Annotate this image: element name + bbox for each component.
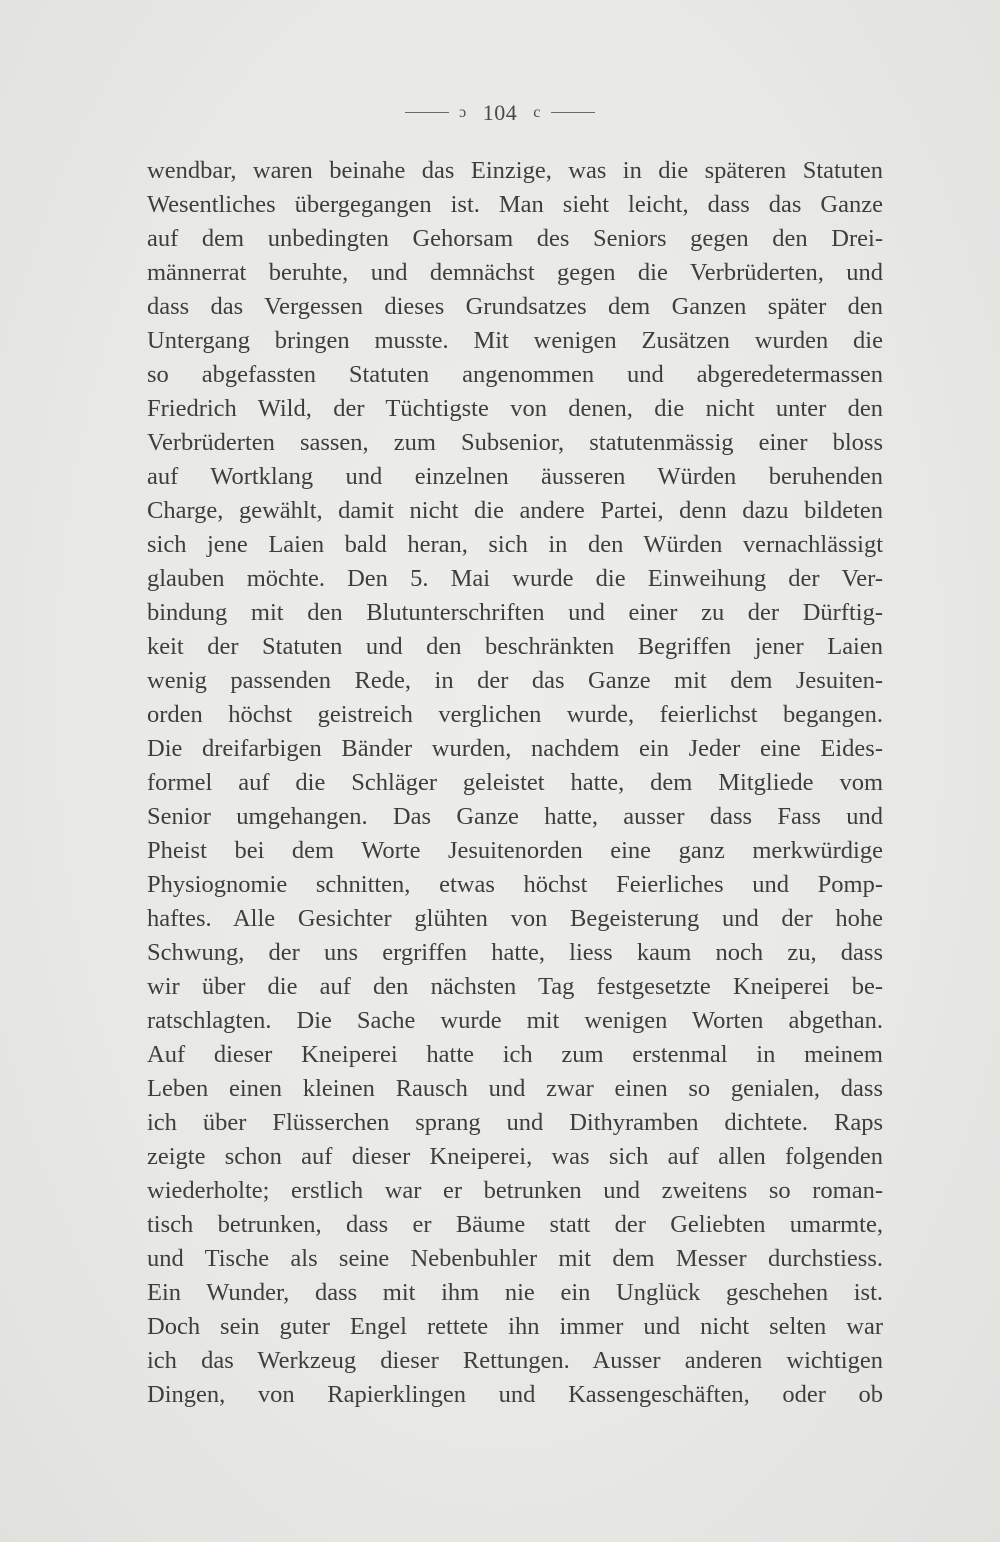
text-line: tisch betrunken, dass er Bäume statt der Geliebten umarmte, (147, 1211, 883, 1238)
text-line: glauben möchte. Den 5. Mai wurde die Einweihung der Ver- (147, 565, 883, 592)
text-line: Friedrich Wild, der Tüchtigste von denen, die nicht unter den (147, 395, 883, 422)
text-line: auf Wortklang und einzelnen äusseren Würden beruhenden (147, 463, 883, 490)
text-line: Verbrüderten sassen, zum Subsenior, statutenmässig einer bloss (147, 429, 883, 456)
text-line: sich jene Laien bald heran, sich in den Würden vernachlässigt (147, 531, 883, 558)
body-text (147, 154, 883, 1412)
text-line: wiederholte; erstlich war er betrunken und zweitens so roman- (147, 1177, 883, 1204)
text-line: ich über Flüsserchen sprang und Dithyramben dichtete. Raps (147, 1109, 883, 1136)
text-line: ratschlagten. Die Sache wurde mit wenigen Worten abgethan. (147, 1007, 883, 1034)
text-line: Untergang bringen musste. Mit wenigen Zusätzen wurden die (147, 327, 883, 354)
header-rule-left (405, 112, 449, 113)
text-line: haftes. Alle Gesichter glühten von Begeisterung und der hohe (147, 905, 883, 932)
header-rule-right (551, 112, 595, 113)
text-line: Doch sein guter Engel rettete ihn immer und nicht selten war (147, 1313, 883, 1340)
text-line: dass das Vergessen dieses Grundsatzes dem Ganzen später den (147, 293, 883, 320)
text-line: wendbar, waren beinahe das Einzige, was in die späteren Statuten (147, 157, 883, 184)
page-header (0, 98, 1000, 126)
text-line: Pheist bei dem Worte Jesuitenorden eine ganz merkwürdige (147, 837, 883, 864)
text-line: so abgefassten Statuten angenommen und abgeredetermassen (147, 361, 883, 388)
text-line: orden höchst geistreich verglichen wurde, feierlichst begangen. (147, 701, 883, 728)
text-line: formel auf die Schläger geleistet hatte, dem Mitgliede vom (147, 769, 883, 796)
text-line: Die dreifarbigen Bänder wurden, nachdem ein Jeder eine Eides- (147, 735, 883, 762)
text-line: zeigte schon auf dieser Kneiperei, was sich auf allen folgenden (147, 1143, 883, 1170)
text-line: Leben einen kleinen Rausch und zwar einen so genialen, dass (147, 1075, 883, 1102)
text-line: Wesentliches übergegangen ist. Man sieht leicht, dass das Ganze (147, 191, 883, 218)
text-line: Physiognomie schnitten, etwas höchst Feierliches und Pomp- (147, 871, 883, 898)
text-line: keit der Statuten und den beschränkten Begriffen jener Laien (147, 633, 883, 660)
text-line: Auf dieser Kneiperei hatte ich zum erstenmal in meinem (147, 1041, 883, 1068)
text-line: männerrat beruhte, und demnächst gegen die Verbrüderten, und (147, 259, 883, 286)
text-line: Dingen, von Rapierklingen und Kassengeschäften, oder ob (147, 1381, 883, 1408)
text-line: ich das Werkzeug dieser Rettungen. Ausser anderen wichtigen (147, 1347, 883, 1374)
text-line: Charge, gewählt, damit nicht die andere Partei, denn dazu bildeten (147, 497, 883, 524)
header-ornament-left: ɔ (459, 103, 467, 121)
text-line: Schwung, der uns ergriffen hatte, liess kaum noch zu, dass (147, 939, 883, 966)
text-line: bindung mit den Blutunterschriften und einer zu der Dürftig- (147, 599, 883, 626)
text-line: auf dem unbedingten Gehorsam des Seniors gegen den Drei- (147, 225, 883, 252)
text-line: und Tische als seine Nebenbuhler mit dem Messer durchstiess. (147, 1245, 883, 1272)
text-line: Ein Wunder, dass mit ihm nie ein Unglück geschehen ist. (147, 1279, 883, 1306)
text-line: wir über die auf den nächsten Tag festgesetzte Kneiperei be- (147, 973, 883, 1000)
page-number: 104 (482, 99, 518, 125)
text-line: wenig passenden Rede, in der das Ganze mit dem Jesuiten- (147, 667, 883, 694)
text-line: Senior umgehangen. Das Ganze hatte, ausser dass Fass und (147, 803, 883, 830)
header-ornament-right: c (533, 103, 541, 121)
